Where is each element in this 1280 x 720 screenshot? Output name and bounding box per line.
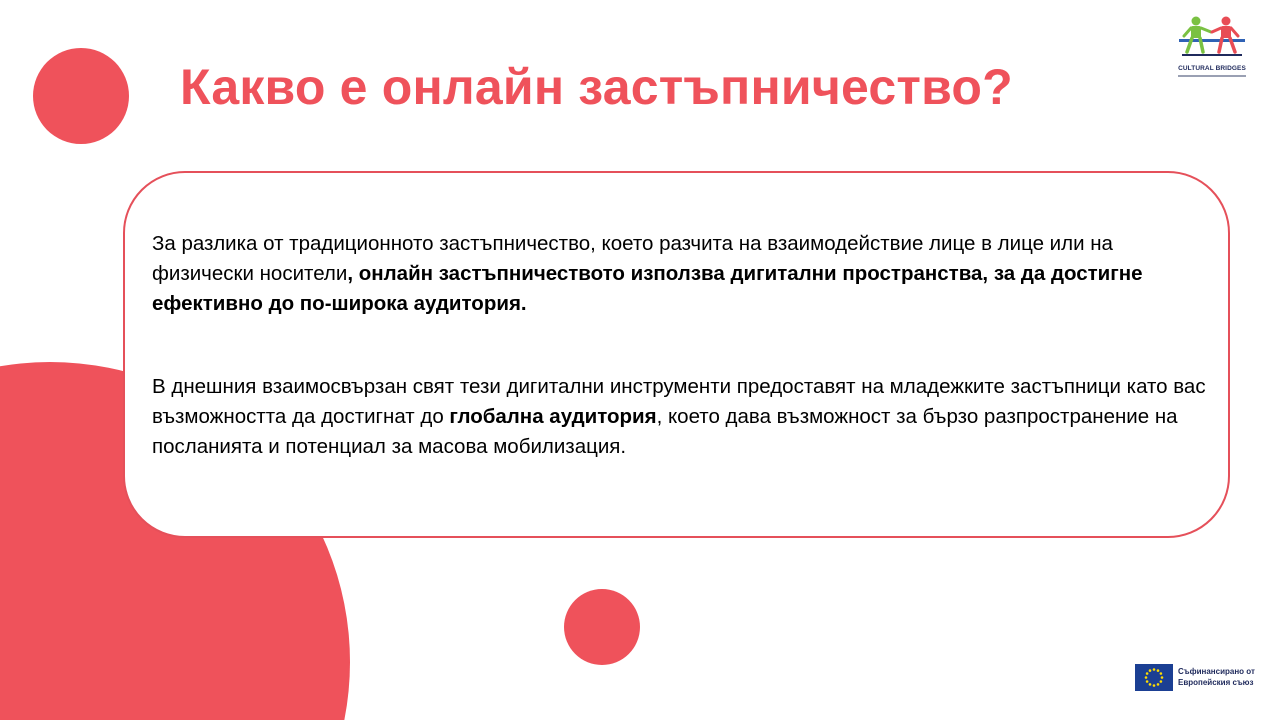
slide-title: Какво е онлайн застъпничество? xyxy=(180,59,1013,115)
eu-funding-text xyxy=(1178,666,1255,688)
cultural-bridges-people-icon xyxy=(1174,14,1250,62)
eu-funding-line-2: Европейския съюз xyxy=(1178,678,1254,687)
logo-tagline-line xyxy=(1178,75,1246,77)
paragraph-global-audience xyxy=(152,372,1217,462)
paragraph-traditional-vs-online xyxy=(152,229,1217,319)
eu-flag-icon xyxy=(1135,664,1173,691)
logo-name: CULTURAL BRIDGES xyxy=(1178,65,1246,72)
eu-cofunded-badge xyxy=(1135,663,1265,693)
paragraph-2-bold: глобална аудитория xyxy=(449,405,657,428)
decorative-small-circle xyxy=(564,589,640,665)
content-box xyxy=(123,171,1230,538)
paragraph-2-before: В днешния взаимосвързан свят тези дигитални инструменти предоставят на младежките застъпници като вас възможността да достигнат до xyxy=(152,375,1206,428)
cultural-bridges-logo xyxy=(1174,14,1250,94)
decorative-top-circle xyxy=(33,48,129,144)
eu-funding-line-1: Съфинансирано от xyxy=(1178,667,1255,676)
paragraph-1-regular: За разлика от традиционното застъпничество, което разчита на взаимодействие лице в лице или на физически носители xyxy=(152,232,1113,285)
paragraph-2-after: , което дава възможност за бързо разпространение на посланията и потенциал за масова мобилизация. xyxy=(152,405,1178,458)
paragraph-1-bold: , онлайн застъпничеството използва дигитални пространства, за да достигне ефективно до по-широка аудитория. xyxy=(152,262,1143,315)
